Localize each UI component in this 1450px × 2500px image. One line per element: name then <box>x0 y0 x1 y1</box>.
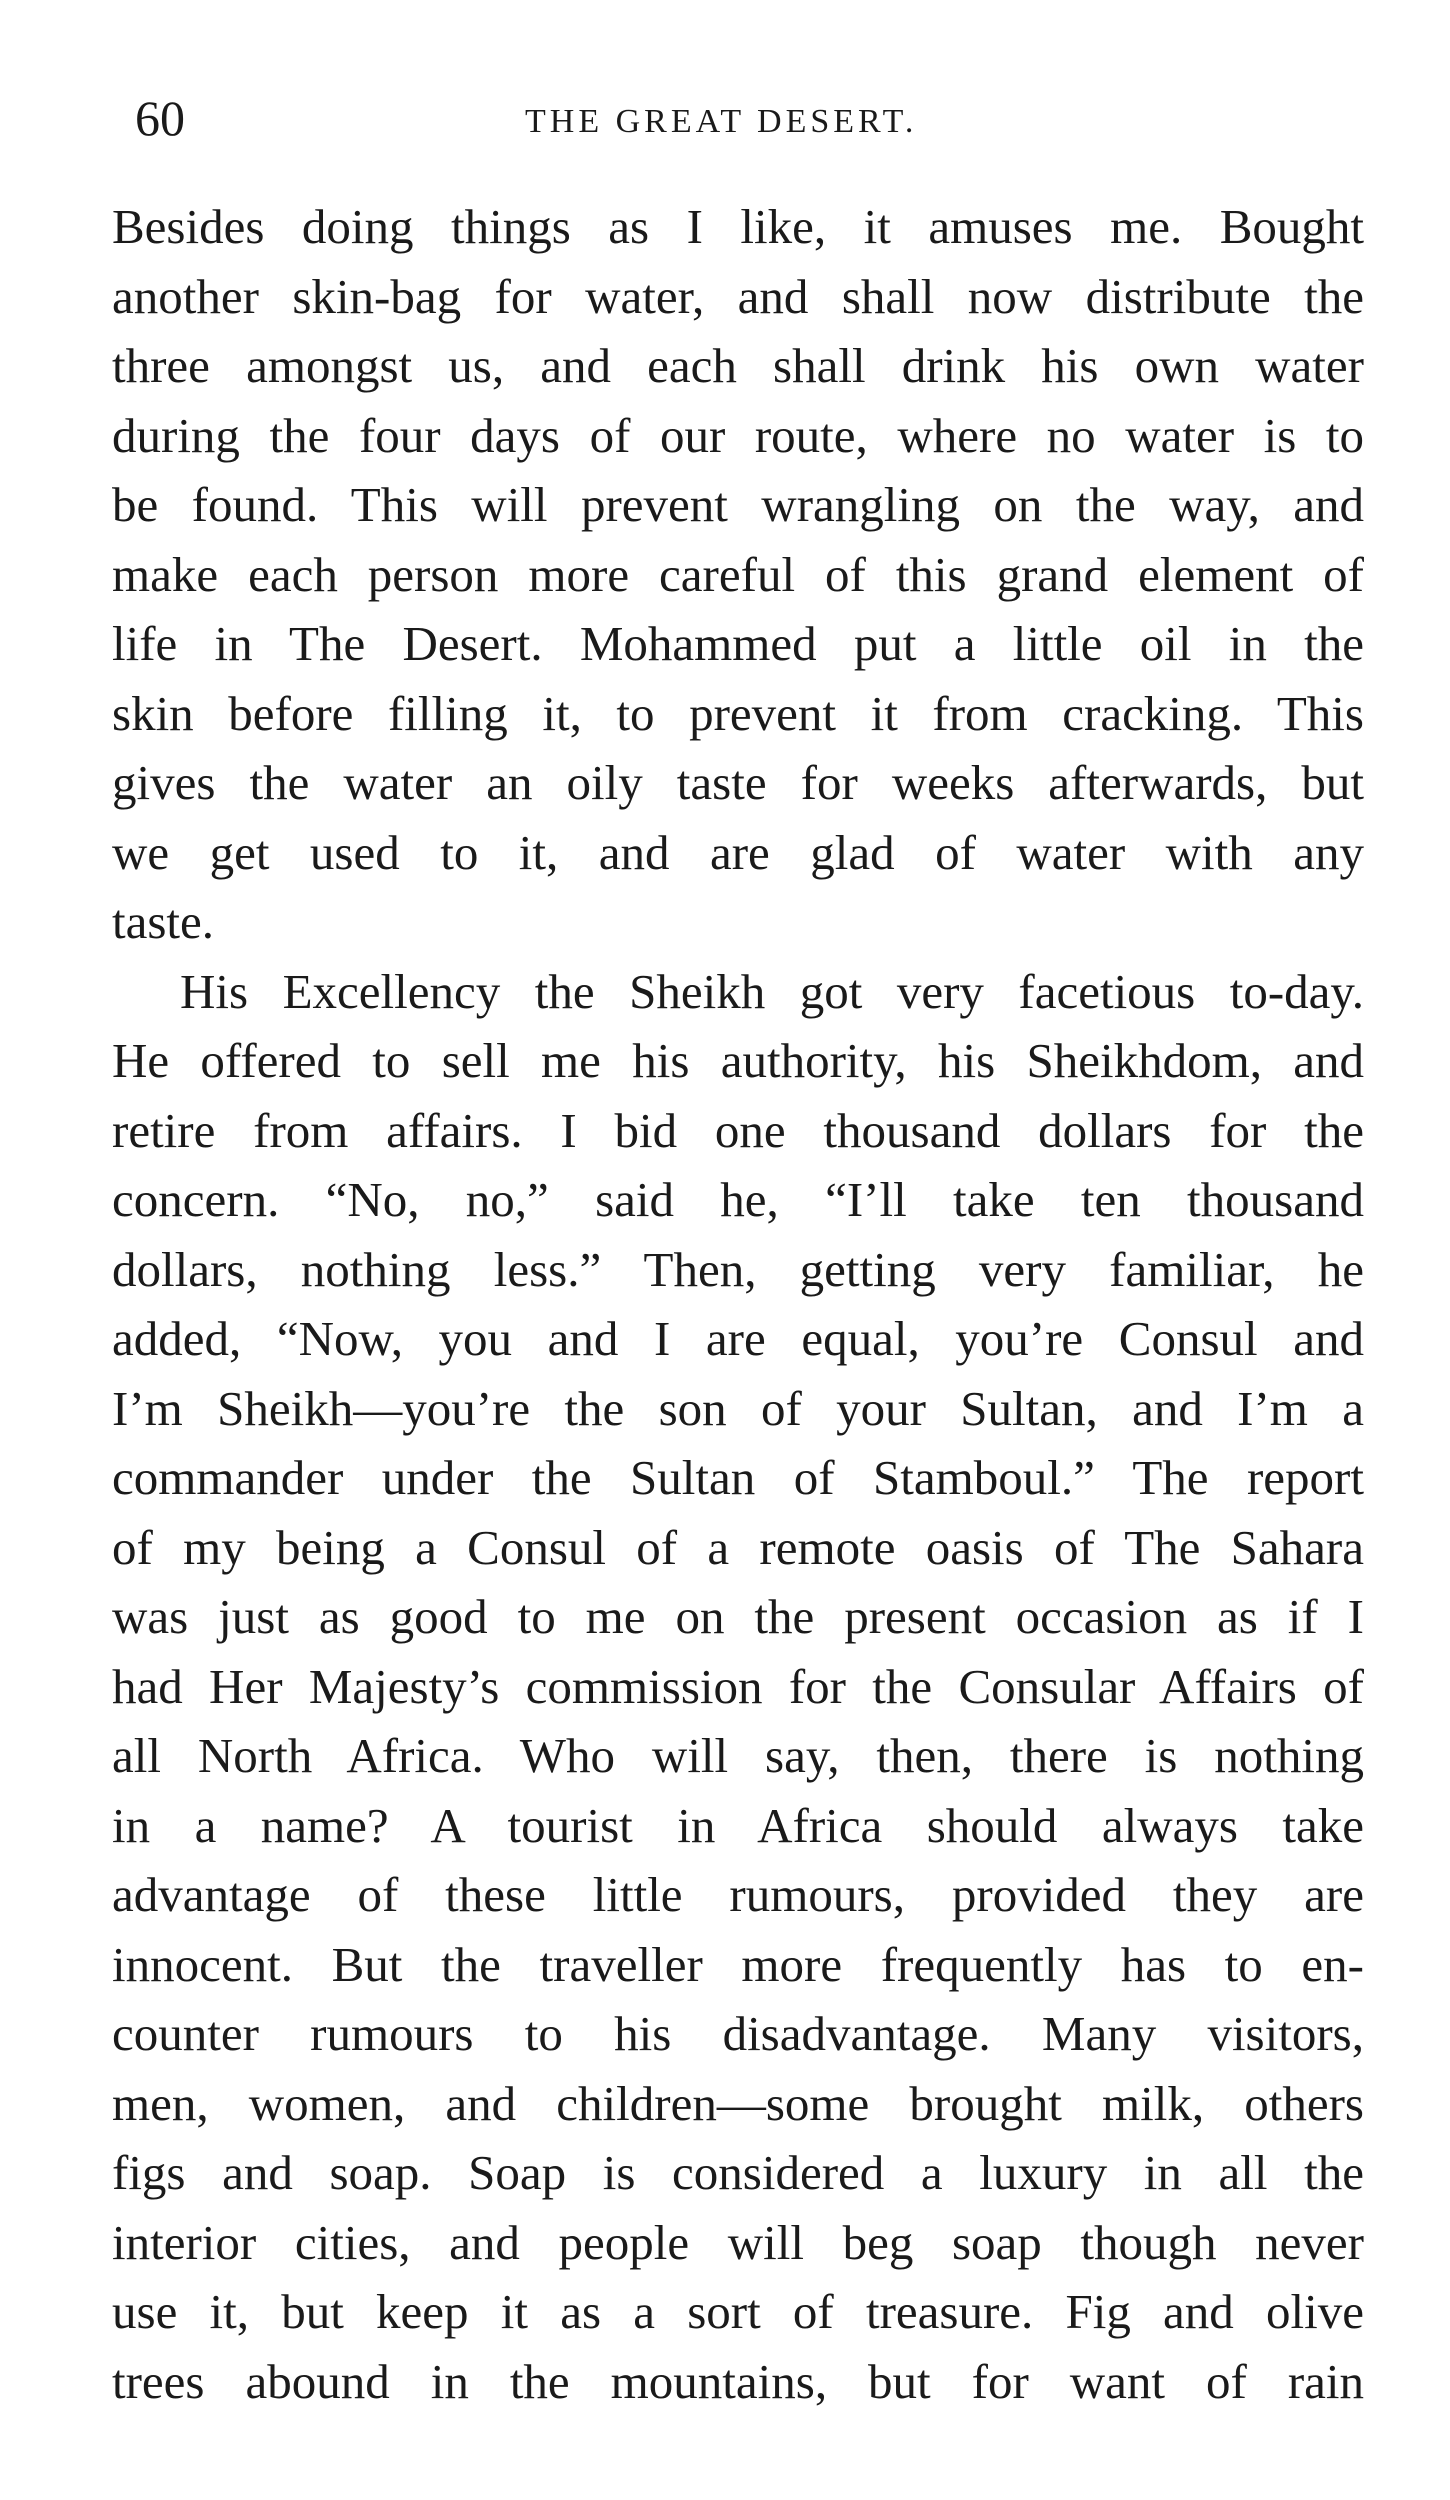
text-line: gives the water an oily taste for weeks afterwards, but <box>112 755 1364 810</box>
text-line: concern. “No, no,” said he, “I’ll take ten thousand <box>112 1172 1364 1227</box>
text-line: innocent. But the traveller more frequently has to en- <box>112 1936 1364 1992</box>
text-line: make each person more careful of this grand element of <box>112 546 1364 602</box>
text-line: was just as good to me on the present occasion as if I <box>112 1589 1364 1644</box>
text-line: men, women, and children—some brought milk, others <box>112 2075 1364 2131</box>
text-line: be found. This will prevent wrangling on the way, and <box>112 477 1364 532</box>
text-line: interior cities, and people will beg soap though never <box>112 2214 1364 2270</box>
running-title: THE GREAT DESERT. <box>525 103 918 140</box>
text-line: in a name? A tourist in Africa should always take <box>112 1797 1364 1853</box>
text-line: use it, but keep it as a sort of treasure. Fig and olive <box>112 2284 1364 2339</box>
text-line: skin before filling it, to prevent it from cracking. This <box>112 685 1364 741</box>
text-line: Besides doing things as I like, it amuses me. Bought <box>112 199 1364 254</box>
text-line: life in The Desert. Mohammed put a little oil in the <box>112 616 1364 671</box>
text-line: all North Africa. Who will say, then, there is nothing <box>112 1728 1364 1783</box>
paragraph-start-line: His Excellency the Sheikh got very facetious to-day. <box>180 963 1364 1019</box>
text-line: figs and soap. Soap is considered a luxury in all the <box>112 2145 1364 2200</box>
text-line: retire from affairs. I bid one thousand dollars for the <box>112 1102 1364 1158</box>
text-line: commander under the Sultan of Stamboul.” The report <box>112 1450 1364 1505</box>
text-line: added, “Now, you and I are equal, you’re Consul and <box>112 1311 1364 1366</box>
text-line: dollars, nothing less.” Then, getting very familiar, he <box>112 1241 1364 1297</box>
text-line: He offered to sell me his authority, his Sheikhdom, and <box>112 1033 1364 1088</box>
text-line: I’m Sheikh—you’re the son of your Sultan, and I’m a <box>112 1380 1364 1436</box>
text-line: advantage of these little rumours, provided they are <box>112 1867 1364 1922</box>
text-line: we get used to it, and are glad of water with any <box>112 824 1364 880</box>
running-head <box>125 78 1355 158</box>
body-text <box>112 192 1364 2416</box>
text-line: another skin-bag for water, and shall now distribute the <box>112 268 1364 324</box>
text-line: of my being a Consul of a remote oasis of The Sahara <box>112 1519 1364 1575</box>
page-number: 60 <box>135 90 185 146</box>
text-line: three amongst us, and each shall drink his own water <box>112 338 1364 393</box>
text-line: during the four days of our route, where no water is to <box>112 407 1364 463</box>
text-line: had Her Majesty’s commission for the Consular Affairs of <box>112 1658 1364 1714</box>
paragraph-end-line: taste. <box>112 894 215 949</box>
text-line: trees abound in the mountains, but for want of rain <box>112 2353 1364 2409</box>
text-line: counter rumours to his disadvantage. Many visitors, <box>112 2006 1364 2061</box>
